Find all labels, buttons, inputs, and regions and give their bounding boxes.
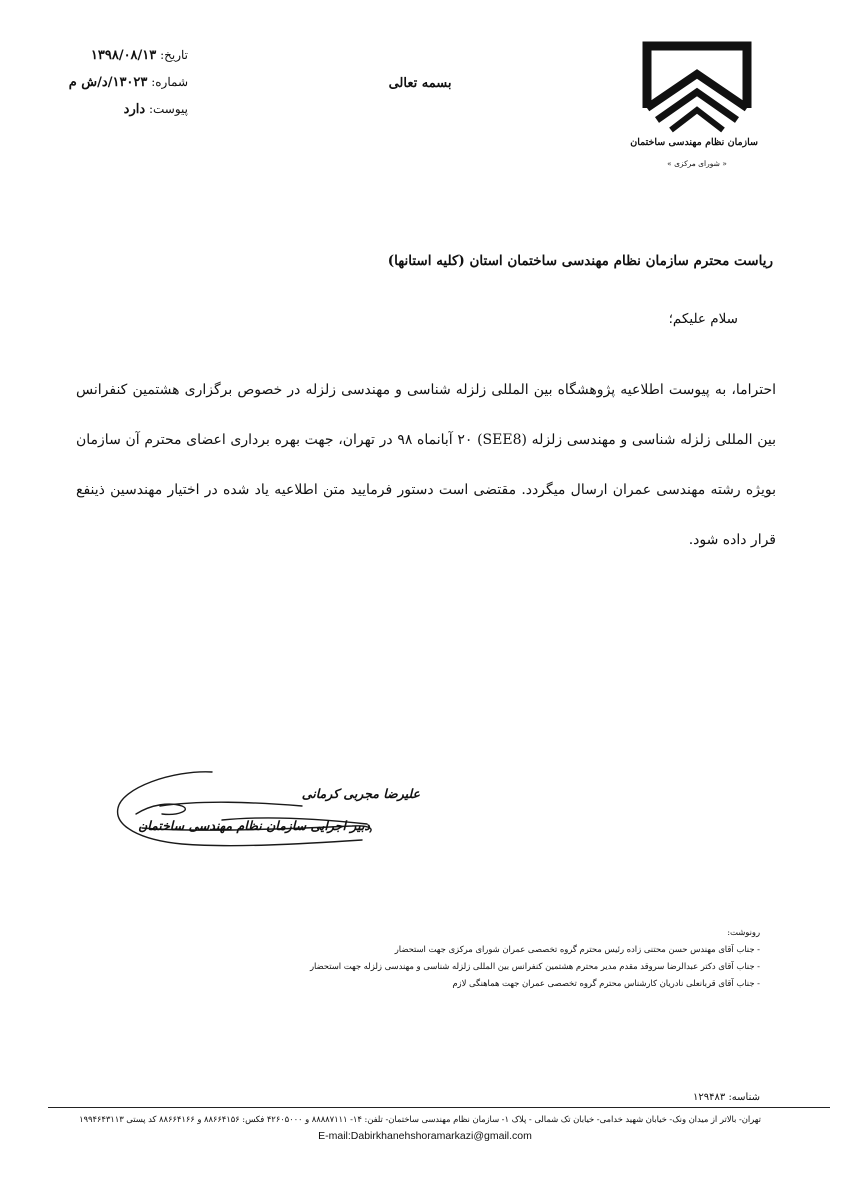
logo-org-name: سازمان نظام مهندسی ساختمان bbox=[630, 137, 758, 148]
bismillah-heading: بسمه تعالی bbox=[388, 76, 452, 91]
document-id-label: شناسه: bbox=[728, 1092, 760, 1103]
logo-emblem-icon bbox=[641, 40, 753, 135]
cc-list bbox=[240, 924, 760, 992]
greeting: سلام علیکم؛ bbox=[668, 311, 738, 327]
date-label: تاریخ: bbox=[160, 48, 188, 62]
document-id bbox=[693, 1092, 760, 1103]
footer-address: تهران- بالاتر از میدان ونک- خیابان شهید خدامی- خیابان تک شمالی - پلاک ۱- سازمان نظام مهندسی ساختمان- تلفن: ۱۴- ۸۸۸۸۷۱۱۱ و ۴۲۶۰۵۰۰۰ فکس: ۸۸۶۶۴۱۵۶ و ۸۸۶۶۴۱۶۶ کد پستی ۱۹۹۴۶۴۳۱۱۳ bbox=[79, 1114, 761, 1124]
footer-divider bbox=[48, 1107, 830, 1108]
attachment-row bbox=[0, 96, 188, 123]
attachment-value: دارد bbox=[123, 102, 146, 117]
signature-scribble-icon bbox=[112, 766, 422, 861]
list-item: - جناب آقای قربانعلی نادریان کارشناس محترم گروه تخصصی عمران جهت هماهنگی لازم bbox=[452, 978, 760, 988]
signature-block bbox=[112, 766, 422, 861]
attachment-label: پیوست: bbox=[148, 102, 188, 116]
date-value: ۱۳۹۸/۰۸/۱۳ bbox=[90, 48, 157, 63]
cc-label: رونوشت: bbox=[727, 927, 760, 937]
number-label: شماره: bbox=[151, 75, 188, 89]
footer-email: E-mail:Dabirkhanehshoramarkazi@gmail.com bbox=[318, 1130, 532, 1142]
letter-meta bbox=[0, 42, 188, 123]
logo-org-subtitle: « شورای مرکزی » bbox=[667, 159, 727, 168]
signatory-name: علیرضا مجربی کرمانی bbox=[301, 786, 420, 801]
number-value: ۱۳۰۲۳/د/ش م bbox=[68, 75, 148, 90]
signatory-title: دبیر اجرایی سازمان نظام مهندسی ساختمان bbox=[138, 818, 370, 833]
list-item: - جناب آقای دکتر عبدالرضا سروقد مقدم مدیر محترم هشتمین کنفرانس بین المللی زلزله شناسی و مهندسی زلزله جهت استحضار bbox=[309, 961, 760, 971]
letter-body: احتراما، به پیوست اطلاعیه پژوهشگاه بین المللی زلزله شناسی و مهندسی زلزله در خصوص برگزاری هشتمین کنفرانس بین المللی زلزله شناسی و مهندسی زلزله (SEE8) ۲۰ آبانماه ۹۸ در تهران، جهت بهره برداری اعضای محترم آن سازمان بویژه رشته مهندسی عمران ارسال میگردد. مقتضی است دستور فرمایید متن اطلاعیه یاد شده در اختیار مهندسین ذینفع قرار داده شود. bbox=[76, 382, 776, 548]
list-item: - جناب آقای مهندس حسن محتنی زاده رئیس محترم گروه تخصصی عمران شورای مرکزی جهت استحضار bbox=[394, 944, 760, 954]
date-row bbox=[0, 42, 188, 69]
organization-logo bbox=[630, 40, 758, 180]
recipient-line: ریاست محترم سازمان نظام مهندسی ساختمان استان (کلیه استانها) bbox=[387, 253, 773, 269]
number-row bbox=[0, 69, 188, 96]
document-id-value: ۱۲۹۴۸۳ bbox=[693, 1092, 726, 1103]
